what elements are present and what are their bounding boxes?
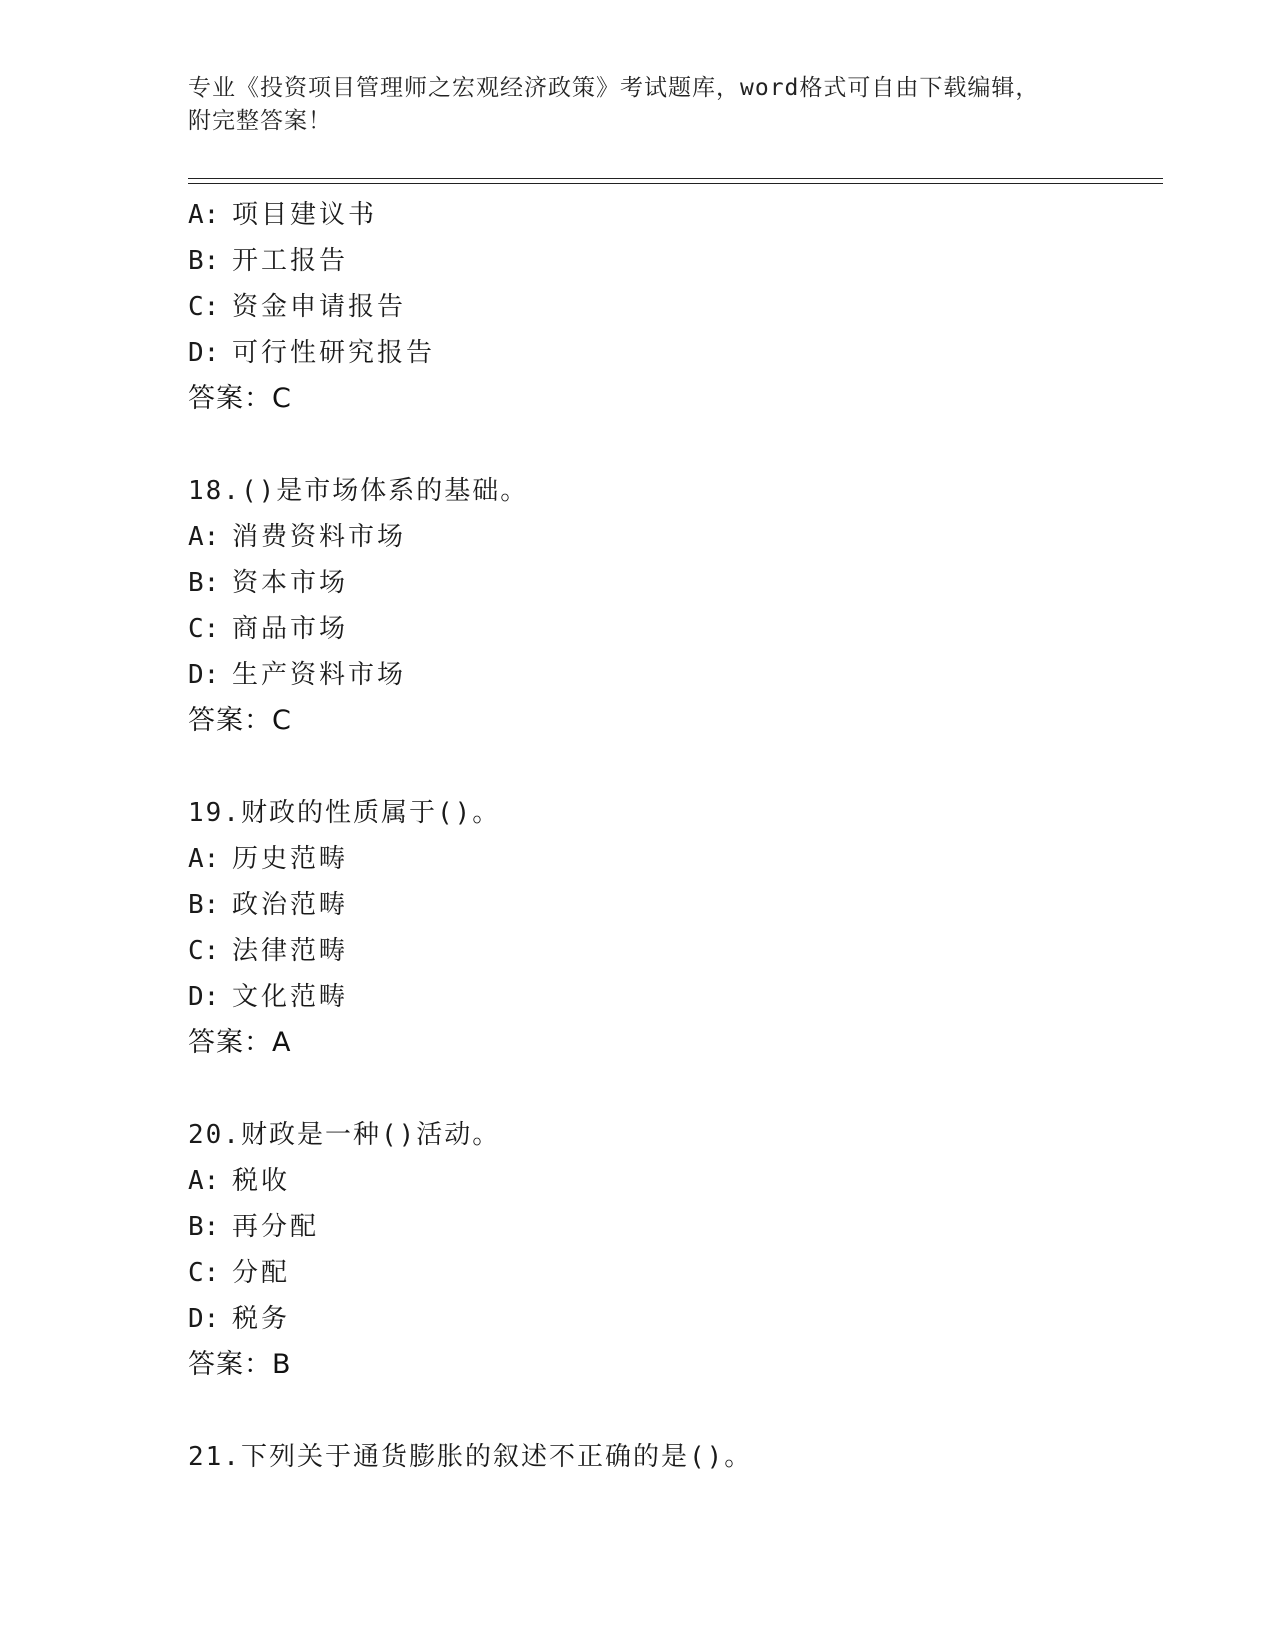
option-d: D: 生产资料市场 (188, 660, 407, 690)
option-b: B: 政治范畴 (188, 890, 349, 920)
option-a: A: 项目建议书 (188, 200, 378, 230)
question-text: 21.下列关于通货膨胀的叙述不正确的是()。 (188, 1442, 753, 1472)
option-a: A: 税收 (188, 1166, 291, 1196)
question-20-block (188, 1112, 1163, 1388)
question-text: 19.财政的性质属于()。 (188, 798, 501, 828)
document-header (188, 72, 1068, 138)
answer-label: 答案：A (188, 1027, 292, 1058)
question-18-block (188, 468, 1163, 744)
option-a: A: 消费资料市场 (188, 522, 407, 552)
option-c: C: 分配 (188, 1258, 291, 1288)
option-d: D: 可行性研究报告 (188, 338, 436, 368)
spacer (188, 1388, 1163, 1434)
option-b: B: 资本市场 (188, 568, 349, 598)
question-17-block (188, 192, 1163, 422)
option-d: D: 税务 (188, 1304, 291, 1334)
option-b: B: 再分配 (188, 1212, 320, 1242)
question-21-block (188, 1434, 1163, 1480)
spacer (188, 1066, 1163, 1112)
option-c: C: 资金申请报告 (188, 292, 407, 322)
question-list (188, 192, 1163, 1480)
option-b: B: 开工报告 (188, 246, 349, 276)
option-a: A: 历史范畴 (188, 844, 349, 874)
question-text: 20.财政是一种()活动。 (188, 1120, 501, 1150)
header-line-1: 专业《投资项目管理师之宏观经济政策》考试题库，word格式可自由下载编辑， (188, 75, 1040, 101)
spacer (188, 744, 1163, 790)
option-d: D: 文化范畴 (188, 982, 349, 1012)
answer-label: 答案：B (188, 1349, 292, 1380)
answer-label: 答案：C (188, 705, 292, 736)
option-c: C: 商品市场 (188, 614, 349, 644)
answer-label: 答案：C (188, 383, 292, 414)
question-text: 18.()是市场体系的基础。 (188, 476, 529, 506)
option-c: C: 法律范畴 (188, 936, 349, 966)
question-19-block (188, 790, 1163, 1066)
spacer (188, 422, 1163, 468)
header-line-2: 附完整答案！ (188, 108, 332, 134)
header-divider (188, 178, 1163, 184)
